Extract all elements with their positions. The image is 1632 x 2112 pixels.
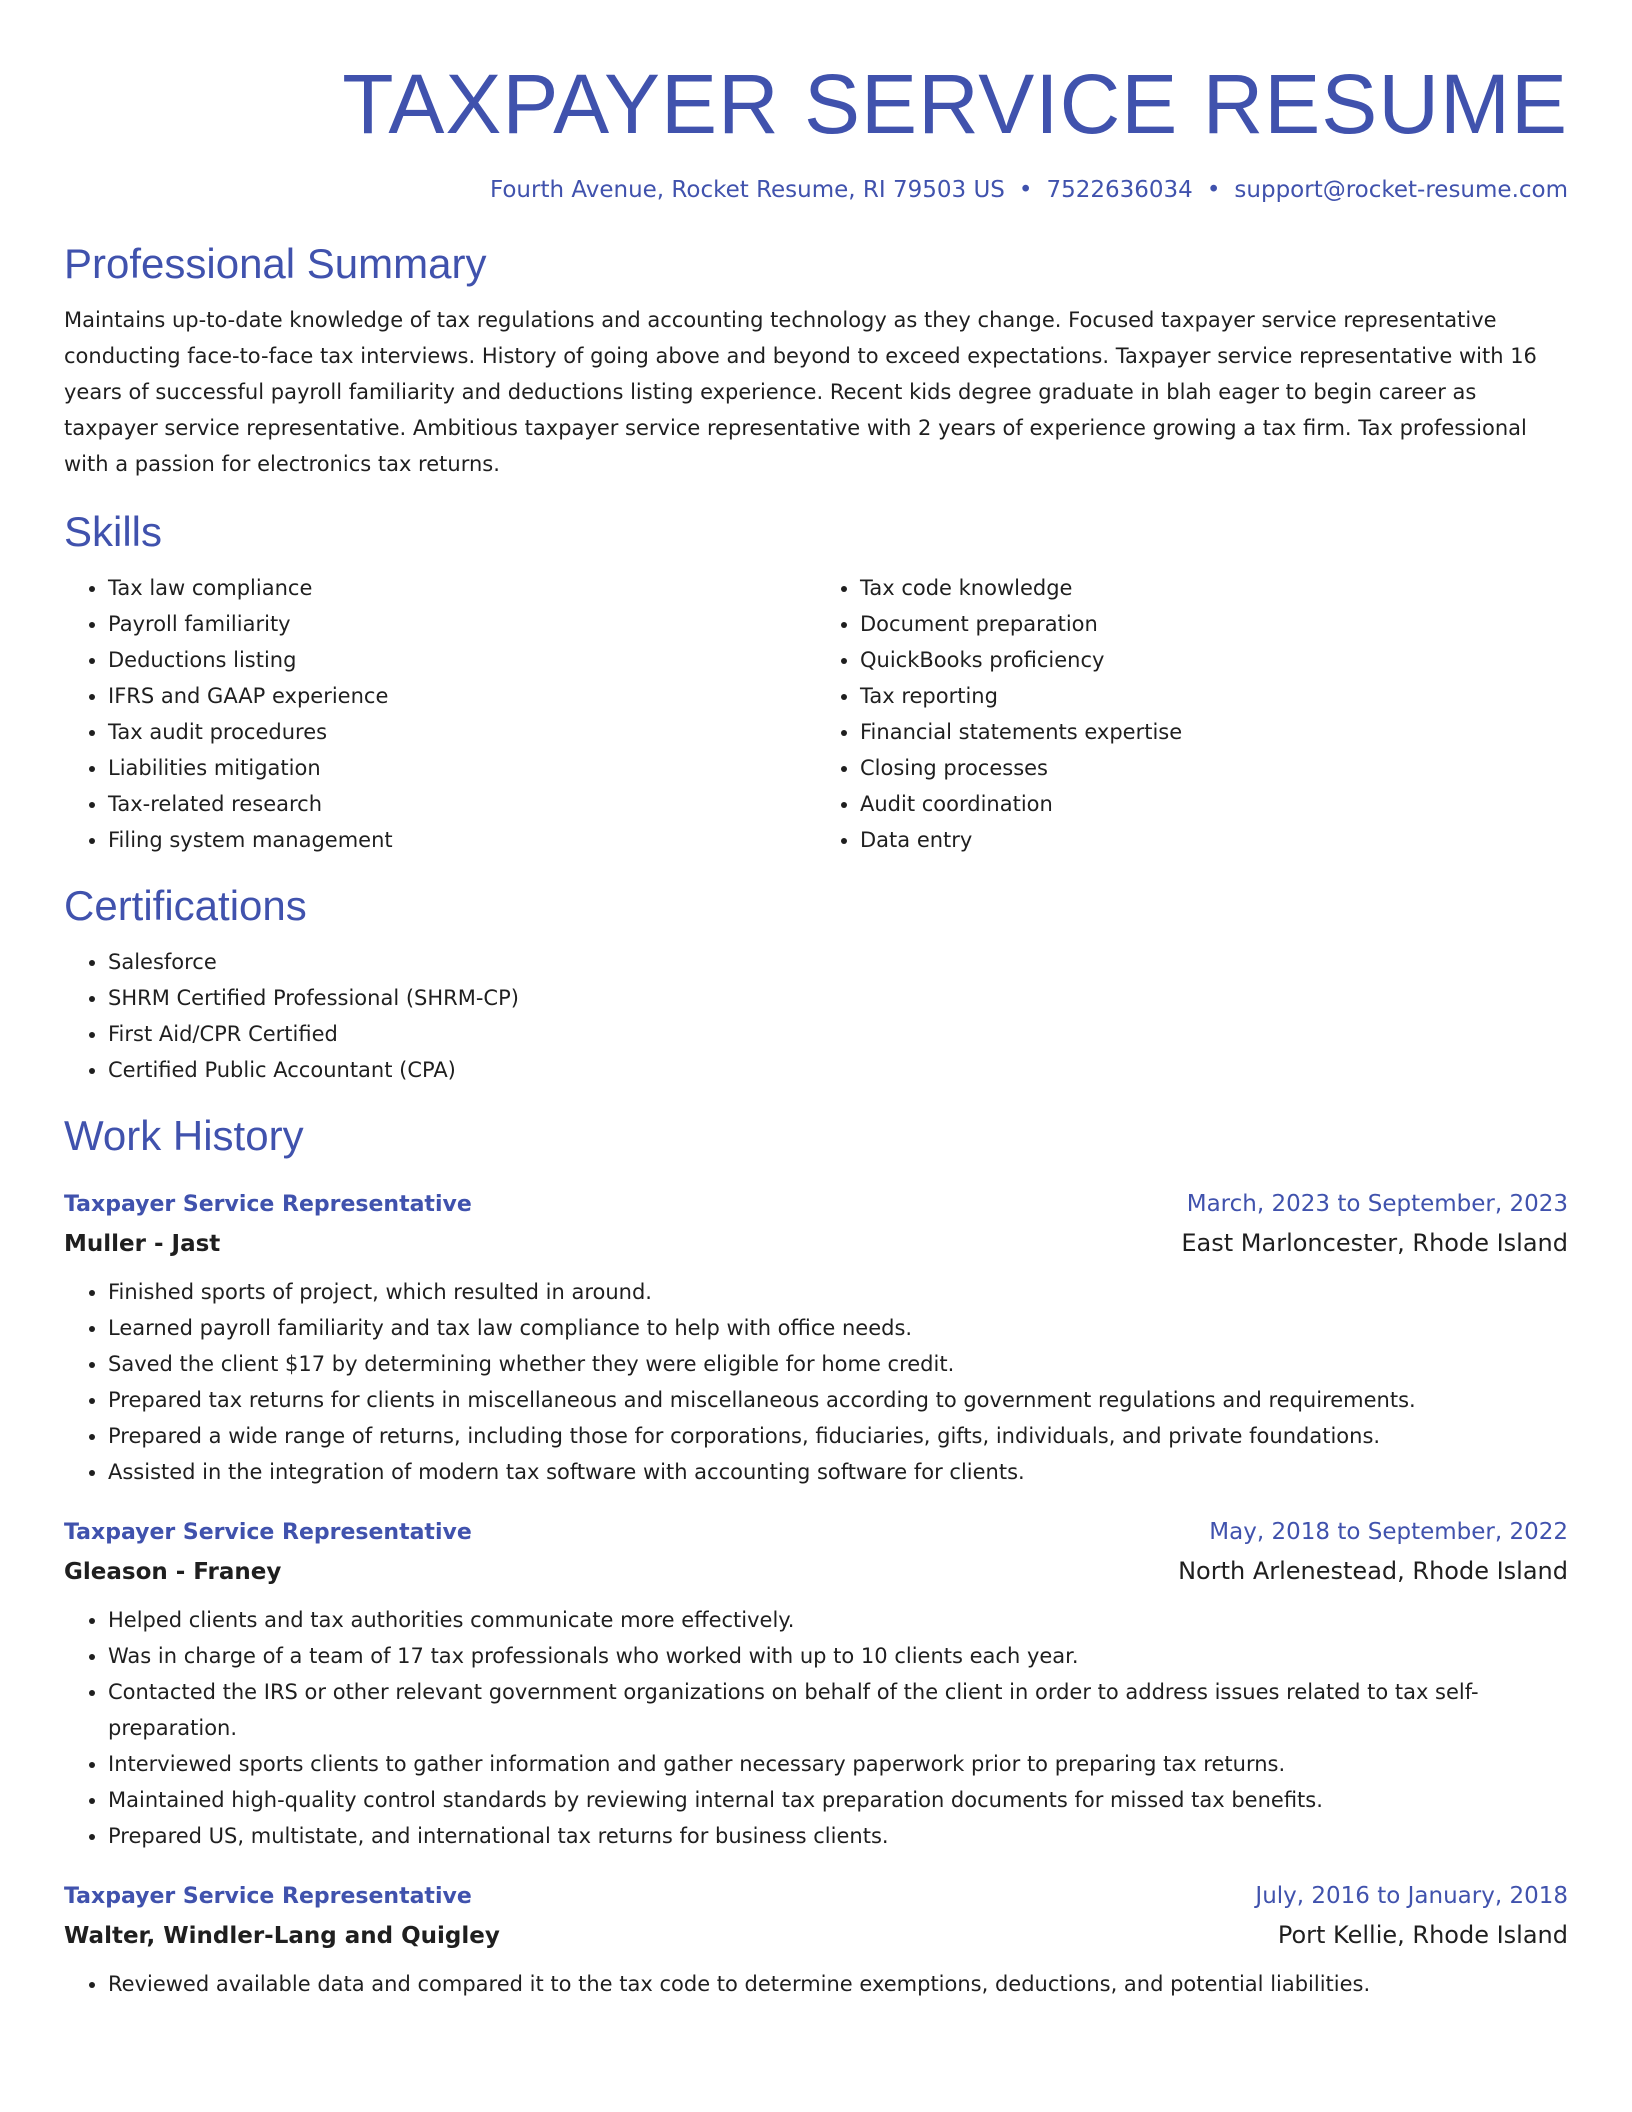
skill-item: • Financial statements expertise (860, 714, 1568, 750)
job-employer-row (64, 1223, 1568, 1264)
skill-item: • Closing processes (860, 750, 1568, 786)
certifications-list (64, 944, 1568, 1088)
job-bullet: • Contacted the IRS or other relevant government organizations on behalf of the client in order to address issues related to tax self-preparation. (108, 1674, 1568, 1746)
skill-item: • Deductions listing (108, 642, 816, 678)
job-bullet-list (64, 1274, 1568, 1490)
job-bullet: • Maintained high-quality control standards by reviewing internal tax preparation documents for missed tax benefits. (108, 1782, 1568, 1818)
section-heading-certifications: Certifications (64, 882, 307, 929)
section-heading-summary: Professional Summary (64, 240, 487, 287)
job-company: Walter, Windler-Lang and Quigley (64, 1923, 500, 1949)
skill-item: • Tax reporting (860, 678, 1568, 714)
job-bullet: • Interviewed sports clients to gather information and gather necessary paperwork prior to preparing tax returns. (108, 1746, 1568, 1782)
job-company: Gleason - Franey (64, 1559, 282, 1585)
job-bullet: • Helped clients and tax authorities communicate more effectively. (108, 1602, 1568, 1638)
job-bullet: • Prepared US, multistate, and international tax returns for business clients. (108, 1818, 1568, 1854)
job-header-row (64, 1186, 1568, 1223)
skill-item: • Tax audit procedures (108, 714, 816, 750)
job-entry (64, 1878, 1568, 2002)
skill-item: • Tax law compliance (108, 570, 816, 606)
skills-columns (64, 570, 1568, 858)
job-company: Muller - Jast (64, 1231, 221, 1257)
job-location: North Arlenestead, Rhode Island (1178, 1557, 1568, 1585)
job-bullet-list (64, 1602, 1568, 1854)
job-dates: March, 2023 to September, 2023 (1186, 1191, 1568, 1217)
job-title: Taxpayer Service Representative (64, 1520, 472, 1545)
certification-item: • Salesforce (108, 944, 1568, 980)
job-header-row (64, 1514, 1568, 1551)
skill-item: • Payroll familiarity (108, 606, 816, 642)
contact-email: support@rocket-resume.com (1234, 177, 1568, 203)
skill-item: • Tax code knowledge (860, 570, 1568, 606)
job-bullet: • Reviewed available data and compared it to the tax code to determine exemptions, deductions, and potential liabilities. (108, 1966, 1568, 2002)
job-entry (64, 1514, 1568, 1854)
job-employer-row (64, 1551, 1568, 1592)
job-bullet: • Was in charge of a team of 17 tax professionals who worked with up to 10 clients each year. (108, 1638, 1568, 1674)
job-title: Taxpayer Service Representative (64, 1192, 472, 1217)
job-bullet: • Prepared a wide range of returns, including those for corporations, fiduciaries, gifts, individuals, and private foundations. (108, 1418, 1568, 1454)
contact-separator: • (1206, 177, 1221, 203)
job-entry (64, 1186, 1568, 1490)
skills-list-right (816, 570, 1568, 858)
skill-item: • Liabilities mitigation (108, 750, 816, 786)
skill-item: • QuickBooks proficiency (860, 642, 1568, 678)
certification-item: • SHRM Certified Professional (SHRM-CP) (108, 980, 1568, 1016)
job-dates: May, 2018 to September, 2022 (1209, 1519, 1568, 1545)
job-title: Taxpayer Service Representative (64, 1884, 472, 1909)
job-employer-row (64, 1915, 1568, 1956)
certification-item: • First Aid/CPR Certified (108, 1016, 1568, 1052)
skills-list-left (64, 570, 816, 858)
contact-line (64, 174, 1568, 206)
job-bullet: • Prepared tax returns for clients in miscellaneous and miscellaneous according to government regulations and requirements. (108, 1382, 1568, 1418)
skill-item: • Data entry (860, 822, 1568, 858)
contact-address: Fourth Avenue, Rocket Resume, RI 79503 US (489, 177, 1005, 203)
skill-item: • IFRS and GAAP experience (108, 678, 816, 714)
job-bullet-list (64, 1966, 1568, 2002)
skill-item: • Audit coordination (860, 786, 1568, 822)
section-heading-skills: Skills (64, 508, 163, 555)
job-bullet: • Assisted in the integration of modern tax software with accounting software for clients. (108, 1454, 1568, 1490)
resume-title: TAXPAYER SERVICE RESUME (342, 57, 1568, 151)
job-header-row (64, 1878, 1568, 1915)
job-dates: July, 2016 to January, 2018 (1255, 1883, 1568, 1909)
job-bullet: • Learned payroll familiarity and tax law compliance to help with office needs. (108, 1310, 1568, 1346)
skill-item: • Filing system management (108, 822, 816, 858)
job-location: Port Kellie, Rhode Island (1277, 1921, 1568, 1949)
skill-item: • Tax-related research (108, 786, 816, 822)
job-location: East Marloncester, Rhode Island (1181, 1229, 1568, 1257)
resume-page (64, 0, 1568, 2002)
skill-item: • Document preparation (860, 606, 1568, 642)
job-bullet: • Saved the client $17 by determining whether they were eligible for home credit. (108, 1346, 1568, 1382)
section-heading-work-history: Work History (64, 1112, 304, 1159)
job-bullet: • Finished sports of project, which resulted in around. (108, 1274, 1568, 1310)
certification-item: • Certified Public Accountant (CPA) (108, 1052, 1568, 1088)
summary-text: Maintains up-to-date knowledge of tax regulations and accounting technology as they change. Focused taxpayer service representative conducting face-to-face tax interviews. History of going above and beyond to exceed expectations. Taxpayer service representative with 16 years of successful payroll familiarity and deductions listing experience. Recent kids degree graduate in blah eager to begin career as taxpayer service representative. Ambitious taxpayer service representative with 2 years of experience growing a tax firm. Tax professional with a passion for electronics tax returns. (64, 308, 1537, 476)
contact-phone: 7522636034 (1046, 177, 1193, 203)
contact-separator: • (1018, 177, 1033, 203)
